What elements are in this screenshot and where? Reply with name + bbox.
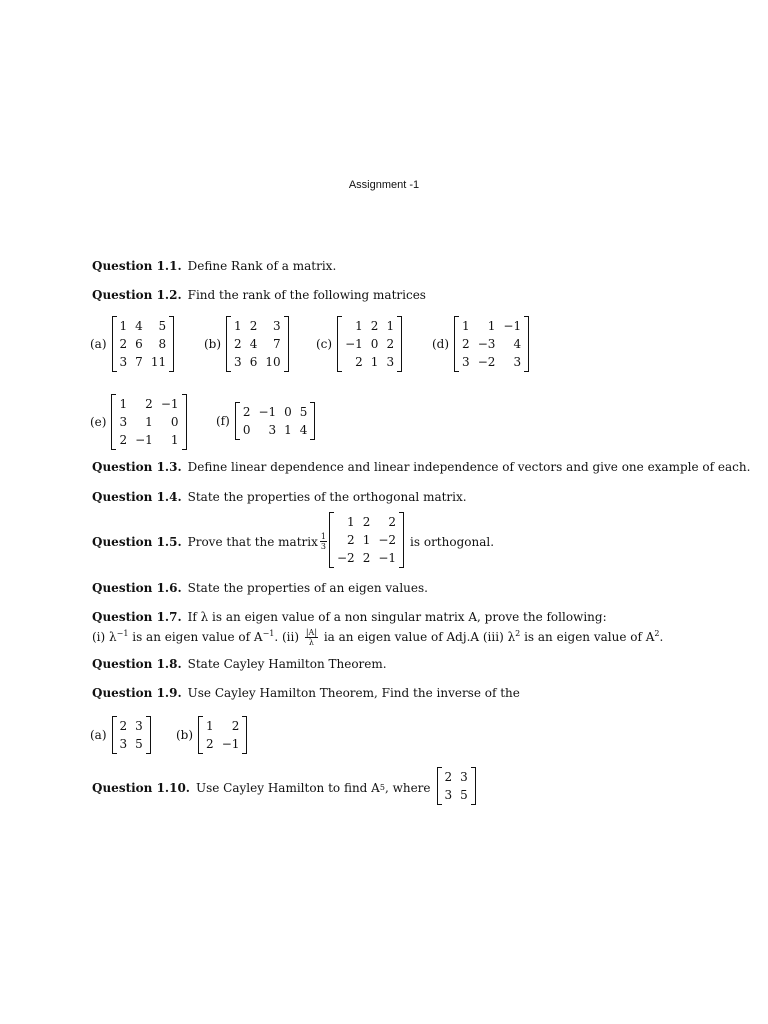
matrix-cell: −1 (160, 397, 179, 411)
matrix-cell: 1 (119, 397, 128, 411)
matrix-cell: 2 (444, 770, 453, 784)
matrix-cell: 2 (362, 551, 371, 565)
matrix (235, 402, 316, 440)
matrix-cell: 2 (242, 405, 251, 419)
matrix-cell: 2 (119, 433, 128, 447)
matrix-cell: 8 (158, 337, 167, 351)
matrix-cell: 2 (249, 319, 258, 333)
question-text: State the properties of an eigen values. (187, 581, 428, 595)
matrix-cell: 10 (265, 355, 281, 369)
matrix-cell: 11 (150, 355, 167, 369)
matrix-cell: 1 (487, 319, 496, 333)
matrix-cell: 2 (119, 719, 128, 733)
question-text: Use Cayley Hamilton to find A (195, 780, 380, 795)
question-1-4 (92, 490, 467, 505)
matrix-cell: −1 (135, 433, 153, 447)
question-1-1 (92, 259, 336, 274)
matrix (111, 394, 186, 450)
matrix-cell: 1 (370, 355, 379, 369)
question-1-3 (92, 460, 750, 475)
question-text: Define linear dependence and linear independence of vectors and give one example of each. (187, 460, 751, 474)
matrix-label: (e) (90, 415, 107, 429)
matrix-cell: 4 (299, 423, 308, 437)
matrix-cell: 5 (158, 319, 167, 333)
matrix (198, 716, 247, 754)
question-1-9 (92, 686, 520, 701)
matrix-cell: 5 (135, 737, 143, 751)
question-1-5 (92, 512, 494, 571)
question-label: Question 1.4. (92, 490, 182, 504)
question-label: Question 1.10. (92, 780, 190, 795)
question-text: State the properties of the orthogonal matrix. (187, 490, 467, 504)
matrix-cell: −1 (221, 737, 240, 751)
matrix-cell: 3 (444, 788, 453, 802)
matrix-cell: 6 (135, 337, 143, 351)
matrix-item (90, 394, 187, 450)
question-1-7 (92, 610, 607, 625)
question-1-6 (92, 581, 428, 596)
matrix-cell: 1 (206, 719, 214, 733)
question-text: Define Rank of a matrix. (187, 259, 337, 273)
matrix-cell: 0 (284, 405, 292, 419)
matrix-cell: 1 (234, 319, 242, 333)
question-text: Prove that the matrix (187, 534, 318, 549)
question-1-10: Question 1.10. Use Cayley Hamilton to find A 5 , where 2 3 3 5 (92, 767, 476, 808)
question-1-2 (92, 288, 426, 303)
matrix (337, 316, 402, 372)
matrix-item (176, 716, 247, 754)
matrix-cell: 2 (386, 337, 395, 351)
matrix-cell: −1 (503, 319, 522, 333)
question-label: Question 1.9. (92, 686, 182, 700)
matrix-item (90, 316, 174, 372)
question-label: Question 1.5. (92, 534, 182, 549)
question-label: Question 1.6. (92, 581, 182, 595)
orthogonal-matrix (329, 512, 404, 571)
matrix-cell: 3 (460, 770, 468, 784)
matrix-item (90, 716, 151, 754)
matrix (437, 767, 476, 808)
question-1-8 (92, 657, 387, 672)
matrix-cell: 1 (362, 533, 371, 547)
matrix-cell: −2 (378, 533, 397, 547)
matrix-label: (a) (90, 337, 107, 351)
matrix-cell: 2 (355, 355, 363, 369)
fraction: $\frac{|A|}{\lambda}$ (305, 628, 318, 647)
matrix-cell: 5 (299, 405, 308, 419)
matrix-label: (d) (432, 337, 450, 351)
matrix-label: (b) (176, 728, 194, 742)
matrix-cell: 1 (462, 319, 470, 333)
matrix-cell: −1 (258, 405, 277, 419)
matrix-cell: 1 (170, 433, 179, 447)
matrix-cell: −3 (477, 337, 496, 351)
matrix-cell: −2 (336, 551, 355, 565)
question-text: Use Cayley Hamilton Theorem, Find the inverse of the (187, 686, 520, 700)
matrix-item (216, 402, 315, 440)
matrix-cell: 3 (272, 319, 281, 333)
matrix-cell: 1 (284, 423, 292, 437)
matrix-cell: 7 (272, 337, 281, 351)
matrix-label: (f) (216, 414, 230, 428)
matrix-cell: 2 (234, 337, 242, 351)
matrix-cell: 0 (242, 423, 251, 437)
matrix-cell: −1 (378, 551, 397, 565)
matrix-cell: 4 (513, 337, 522, 351)
matrix-cell: 7 (135, 355, 143, 369)
question-1-7-line2: (i) $\lambda^{-1}$ is an eigen value of $A^{-1}$. (ii) $\frac{|A|}{\lambda}$ ia an eigen value of Adj.A (iii) $\lambda^2$ is an eigen value of $A^2$. (92, 628, 664, 647)
matrix-cell: 3 (119, 355, 128, 369)
matrix-cell: −2 (477, 355, 496, 369)
matrix-cell: 3 (119, 415, 128, 429)
question-text: If λ is an eigen value of a non singular matrix A, prove the following: (187, 610, 607, 624)
question-label: Question 1.2. (92, 288, 182, 302)
matrix (437, 767, 476, 805)
matrix-cell: 2 (462, 337, 470, 351)
matrix-cell: −1 (345, 337, 363, 351)
matrix (454, 316, 529, 372)
matrix-item (316, 316, 402, 372)
matrix-cell: 1 (145, 415, 153, 429)
matrix-cell: 3 (386, 355, 395, 369)
fraction: $\frac{1}{3}$ (320, 532, 326, 551)
matrix-item (432, 316, 529, 372)
matrix-label: (b) (204, 337, 222, 351)
matrix-cell: 3 (234, 355, 242, 369)
matrix-label: (c) (316, 337, 333, 351)
question-label: Question 1.7. (92, 610, 182, 624)
matrix (112, 316, 175, 372)
matrix-cell: 6 (249, 355, 258, 369)
matrix-cell: 3 (513, 355, 522, 369)
question-text: State Cayley Hamilton Theorem. (187, 657, 387, 671)
page-title: Assignment -1 (348, 179, 420, 191)
matrix-cell: 1 (119, 319, 128, 333)
matrix-cell: 5 (460, 788, 468, 802)
matrix-cell: 4 (135, 319, 143, 333)
matrix-cell: 2 (206, 737, 214, 751)
matrix-cell: 3 (119, 737, 128, 751)
matrix-cell: 2 (362, 515, 371, 529)
matrix (226, 316, 289, 372)
matrix-cell: 2 (370, 319, 379, 333)
matrix-cell: 3 (135, 719, 143, 733)
matrix-cell: 4 (249, 337, 258, 351)
matrix-cell: 2 (145, 397, 153, 411)
matrix-label: (a) (90, 728, 107, 742)
question-text: Find the rank of the following matrices (187, 288, 426, 302)
matrix-cell: 2 (347, 533, 355, 547)
matrix-cell: 2 (388, 515, 397, 529)
matrix-cell: 1 (347, 515, 355, 529)
matrix-cell: 3 (462, 355, 470, 369)
matrix (112, 716, 151, 754)
matrix-cell: 1 (386, 319, 395, 333)
matrix-cell: 1 (355, 319, 363, 333)
matrix-cell: 0 (370, 337, 379, 351)
question-text: is orthogonal. (410, 534, 495, 549)
matrix-cell: 2 (119, 337, 128, 351)
matrix-cell: 3 (268, 423, 277, 437)
matrix-item (204, 316, 289, 372)
question-label: Question 1.8. (92, 657, 182, 671)
matrix (329, 512, 404, 568)
matrix-cell: 0 (170, 415, 179, 429)
question-label: Question 1.1. (92, 259, 182, 273)
matrix-cell: 2 (231, 719, 240, 733)
question-label: Question 1.3. (92, 460, 182, 474)
